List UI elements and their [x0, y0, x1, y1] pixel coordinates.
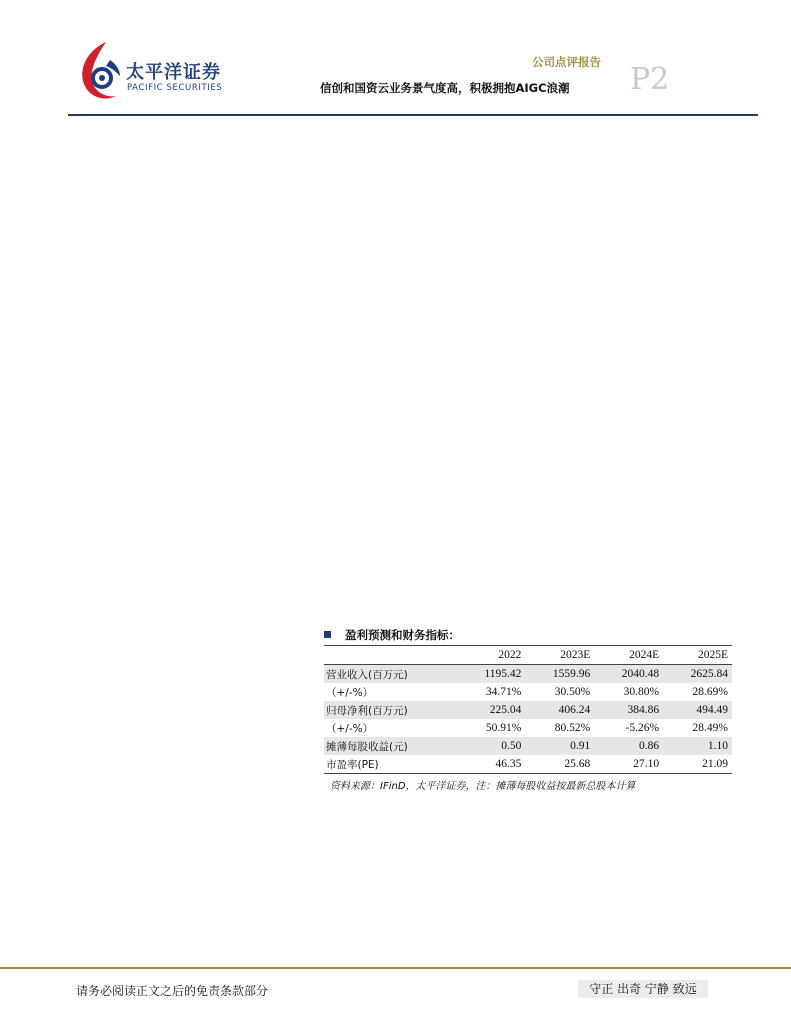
table-cell: 80.52%	[554, 722, 591, 734]
footer-divider	[0, 967, 791, 969]
table-cell: -5.26%	[625, 722, 660, 734]
column-header: 2023E	[525, 646, 594, 665]
table-header-row	[324, 646, 732, 665]
column-header: 2022	[457, 646, 525, 665]
row-label: （+/-%）	[326, 722, 374, 735]
logo-chinese-name: 太平洋证券	[126, 62, 221, 83]
row-label: 归母净利(百万元)	[324, 701, 457, 719]
report-type-label: 公司点评报告	[532, 55, 601, 69]
table-cell: 384.86	[594, 701, 663, 719]
section-bullet-icon	[324, 631, 331, 638]
table-cell: 34.71%	[485, 686, 522, 698]
page-number: P2	[630, 62, 670, 97]
table-cell: 1195.42	[457, 665, 525, 684]
table-cell: 0.50	[457, 737, 525, 755]
table-cell: 406.24	[525, 701, 594, 719]
table-cell: 30.50%	[554, 686, 591, 698]
column-header: 2025E	[663, 646, 732, 665]
table-cell: 0.91	[525, 737, 594, 755]
report-subtitle: 信创和国资云业务景气度高，积极拥抱AIGC浪潮	[320, 81, 570, 95]
table-title	[324, 627, 460, 643]
table-title-text: 盈利预测和财务指标：	[345, 628, 460, 642]
column-header	[324, 646, 457, 665]
row-label: 营业收入(百万元)	[324, 665, 457, 684]
column-header: 2024E	[594, 646, 663, 665]
table-cell: 1559.96	[525, 665, 594, 684]
table-cell: 27.10	[594, 755, 663, 774]
table-cell: 21.09	[663, 755, 732, 774]
table-cell: 2040.48	[594, 665, 663, 684]
table-source-note: 资料来源：IFinD，太平洋证券，注：摊薄每股收益按最新总股本计算	[330, 781, 636, 792]
company-logo	[76, 40, 226, 102]
row-label: 摊薄每股收益(元)	[324, 737, 457, 755]
footer-motto: 守正 出奇 宁静 致远	[578, 980, 708, 998]
row-label: 市盈率(PE)	[324, 755, 457, 774]
table-cell: 28.69%	[692, 686, 728, 698]
logo-english-name: PACIFIC SECURITIES	[127, 83, 223, 93]
table-cell: 28.49%	[692, 722, 728, 734]
table-cell: 30.80%	[623, 686, 660, 698]
footer-disclaimer: 请务必阅读正文之后的免责条款部分	[76, 984, 269, 998]
table-cell: 25.68	[525, 755, 594, 774]
financial-forecast-table	[324, 645, 732, 774]
table-row	[324, 683, 732, 701]
table-row	[324, 719, 732, 737]
table-cell: 494.49	[663, 701, 732, 719]
table-row	[324, 737, 732, 755]
table-row	[324, 665, 732, 684]
table-cell: 2625.84	[663, 665, 732, 684]
table-row	[324, 755, 732, 774]
table-cell: 46.35	[457, 755, 525, 774]
table-row	[324, 701, 732, 719]
header-divider	[68, 114, 758, 116]
table-cell: 225.04	[457, 701, 525, 719]
pacific-securities-logo-icon	[76, 40, 124, 102]
table-cell: 1.10	[663, 737, 732, 755]
table-cell: 50.91%	[485, 722, 522, 734]
row-label: （+/-%）	[326, 686, 374, 699]
table-cell: 0.86	[594, 737, 663, 755]
